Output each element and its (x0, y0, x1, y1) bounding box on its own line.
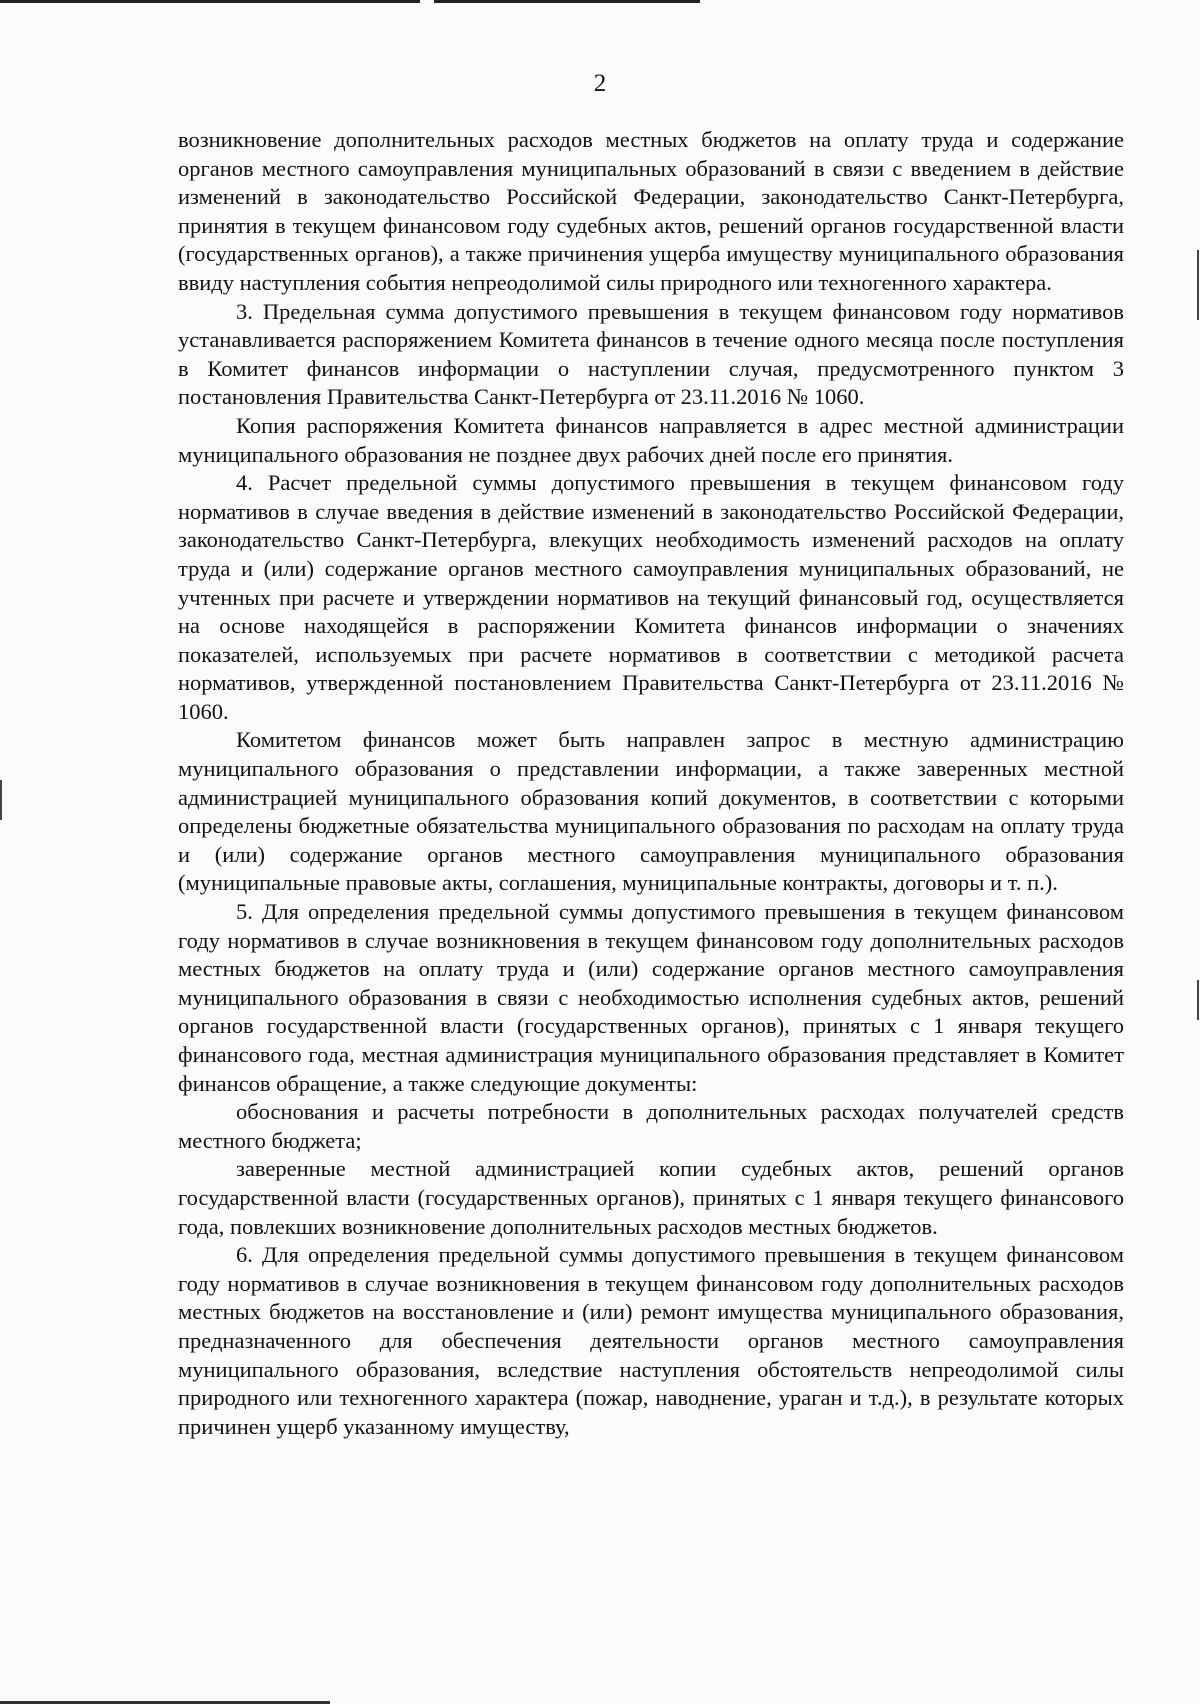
paragraph: 5. Для определения предельной суммы допустимого превышения в текущем финансовом году нормативов в случае возникновения в текущем финансовом году дополнительных расходов местных бюджетов на оплату труда и (или) содержание органов местного самоуправления муниципального образования в связи с необходимостью исполнения судебных актов, решений органов государственной власти (государственных органов), принятых с 1 января текущего финансового года, местная администрация муниципального образования представляет в Комитет финансов обращение, а также следующие документы: (178, 899, 1124, 1096)
paragraph: 6. Для определения предельной суммы допустимого превышения в текущем финансовом году нормативов в случае возникновения в текущем финансовом году дополнительных расходов местных бюджетов на восстановление и (или) ремонт имущества муниципального образования, предназначенного для обеспечения деятельности органов местного самоуправления муниципального образования, вследствие наступления обстоятельств непреодолимой силы природного или техногенного характера (пожар, наводнение, ураган и т.д.), в результате которых причинен ущерб указанному имуществу, (178, 1242, 1124, 1439)
paragraph: возникновение дополнительных расходов местных бюджетов на оплату труда и содержание органов местного самоуправления муниципальных образований в связи с введением в действие изменений в законодательство Российской Федерации, законодательство Санкт-Петербурга, принятия в текущем финансовом году судебных актов, решений органов государственной власти (государственных органов), а также причинения ущерба имуществу муниципального образования ввиду наступления события непреодолимой силы природного или техногенного характера. (178, 127, 1124, 295)
page-number: 2 (593, 70, 607, 97)
paragraph: 3. Предельная сумма допустимого превышения в текущем финансовом году нормативов устанавливается распоряжением Комитета финансов в течение одного месяца после поступления в Комитет финансов информации о наступлении случая, предусмотренного пунктом 3 постановления Правительства Санкт-Петербурга от 23.11.2016 № 1060. (178, 298, 1124, 410)
paragraph: заверенные местной администрацией копии судебных актов, решений органов государственной власти (государственных органов), принятых с 1 января текущего финансового года, повлекших возникновение дополнительных расходов местных бюджетов. (178, 1156, 1124, 1239)
paragraph: Комитетом финансов может быть направлен запрос в местную администрацию муниципального образования о представлении информации, а также заверенных местной администрацией муниципального образования копий документов, в соответствии с которыми определены бюджетные обязательства муниципального образования по расходам на оплату труда и (или) содержание органов местного самоуправления муниципального образования (муниципальные правовые акты, соглашения, муниципальные контракты, договоры и т. п.). (178, 727, 1124, 896)
paragraph: 4. Расчет предельной суммы допустимого превышения в текущем финансовом году нормативов в случае введения в действие изменений в законодательство Российской Федерации, законодательство Санкт-Петербурга, влекущих необходимость изменений расходов на оплату труда и (или) содержание органов местного самоуправления муниципальных образований, не учтенных при расчете и утверждении нормативов на текущий финансовый год, осуществляется на основе находящейся в распоряжении Комитета финансов информации о значениях показателей, используемых при расчете нормативов в соответствии с методикой расчета нормативов, утвержденной постановлением Правительства Санкт-Петербурга от 23.11.2016 № 1060. (178, 470, 1124, 724)
scan-right-edge-mark (1197, 250, 1199, 320)
paragraph: обоснования и расчеты потребности в дополнительных расходах получателей средств местного бюджета; (178, 1099, 1124, 1153)
paragraph: Копия распоряжения Комитета финансов направляется в адрес местной администрации муниципального образования не позднее двух рабочих дней после его принятия. (178, 412, 1124, 467)
scan-top-edge (0, 0, 700, 3)
scan-left-edge-mark (0, 780, 2, 820)
scan-right-edge-mark (1197, 980, 1199, 1020)
document-body (178, 126, 1124, 1441)
